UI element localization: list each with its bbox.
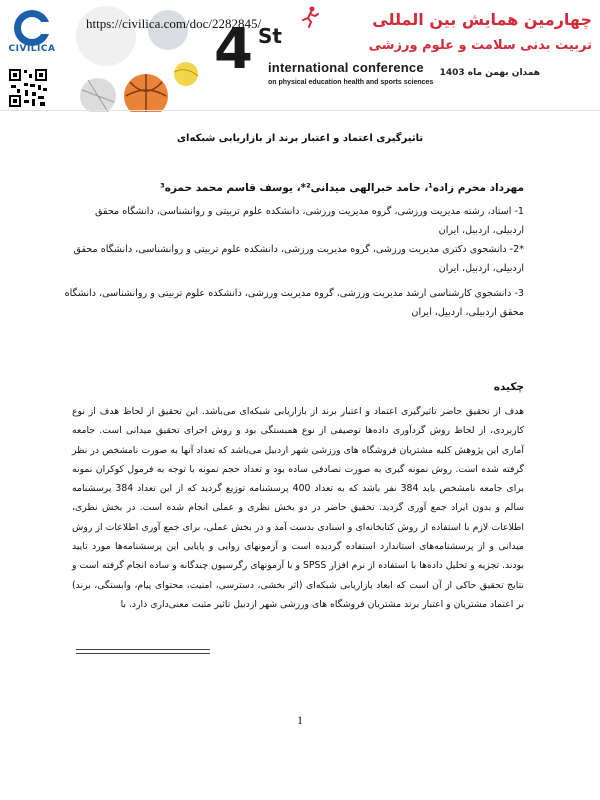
footnote-rule (76, 649, 210, 650)
qr-code-icon (8, 68, 48, 108)
conference-subtitle-fa: تربیت بدنی سلامت و علوم ورزشی (368, 38, 592, 53)
conference-title-fa: چهارمین همایش بین المللی (372, 10, 592, 29)
banner-divider (0, 110, 600, 111)
affiliation-3: 3- دانشجوی کارشناسی ارشد مدیریت ورزشی، گروه مدیریت ورزشی، دانشکده علوم تربیتی و روانشناسی، دانشگاه محقق اردبیلی، اردبیل، ایران (64, 288, 524, 318)
document-url[interactable]: https://civilica.com/doc/2282845/ (86, 16, 262, 31)
civilica-logo-text: CIVILICA (8, 44, 56, 54)
paper-title: تاثیرگیری اعتماد و اعتبار برند از بازاریابی شبکه‌ای (176, 133, 424, 144)
footnote-rule-2 (76, 653, 210, 654)
conference-ordinal: St (258, 24, 282, 48)
affiliation-1: 1- استاد، رشته مدیریت ورزشی، گروه مدیریت ورزشی، دانشکده علوم تربیتی و روانشناسی، دانشگاه محقق اردبیلی، اردبیل، ایران (95, 206, 524, 236)
abstract-text: هدف از تحقیق حاضر تاثیرگیری اعتماد و اعتبار برند از بازاریابی شبکه‌ای می‌باشد. این تحقیق از لحاظ هدف از نوع کاربردی، از لحاظ روش گردآوری داده‌ها توصیفی از نوع همبستگی بود و روش اجرای تحقیق میدانی است. جامعه آماری این پژوهش کلیه مشتریان فروشگاه های ورزشی شهر اردبیل می‌باشد که تعداد آنها به صورت نامشخص در نظر گرفته شده است. روش نمونه گیری به صورت تصادفی ساده بود و تعداد حجم نمونه با توجه به فرمول کوکران نمونه برای جامعه نامشخص باید 384 نفر باشد که به تعداد 400 پرسشنامه توزیع گردید که از این تعداد 384 پرسشنامه سالم و بدون ایراد جمع آوری گردید. تحقیق حاضر در دو بخش نظری و عملی انجام شده است. در بخش نظری، اطلاعات لازم با استفاده از روش کتابخانه‌ای و اسنادی بدست آمد و در بخش عملی، برای جمع آوری اطلاعات از روش میدانی و از پرسشنامه‌های استاندارد استفاده گردیده است و آزمونهای روایی و پایایی این پرسشنامه‌ها مورد تایید بودند. تجزیه و تحلیل داده‌ها با استفاده از نرم افزار SPSS و با آزمونهای رگرسیون چندگانه و ساده انجام گرفته است و نتایج تحقیق حاکی از آن است که ابعاد بازاریابی شبکه‌ای (اثر بخشی، دسترسی، امنیت، محتوای پیام، وابستگی، برند) بر اعتماد مشتریان و اعتبار برند مشتریان فروشگاه های ورزشی شهر اردبیل تاثیر مثبت معنی‌داری دارد. با (72, 406, 525, 610)
page-number: 1 (297, 713, 303, 727)
conference-title-en: international conference (268, 60, 424, 75)
conference-subtitle-en: on physical education health and sports sciences (268, 79, 434, 86)
conference-number: 4 (214, 17, 253, 82)
affiliation-2: *2- دانشجوی دکتری مدیریت ورزشی، گروه مدیریت ورزشی، دانشکده علوم تربیتی و روانشناسی، دانشگاه محقق اردبیلی، اردبیل، ایران (73, 244, 524, 274)
paper-authors: مهرداد محرم زاده¹، حامد خبرالهی میدانی²*، یوسف قاسم محمد حمزه³ (160, 182, 524, 194)
conference-banner (0, 0, 600, 112)
abstract-heading: چکیده (493, 381, 524, 393)
runner-icon (300, 6, 320, 28)
conference-date: همدان بهمن ماه 1403 (439, 68, 540, 78)
